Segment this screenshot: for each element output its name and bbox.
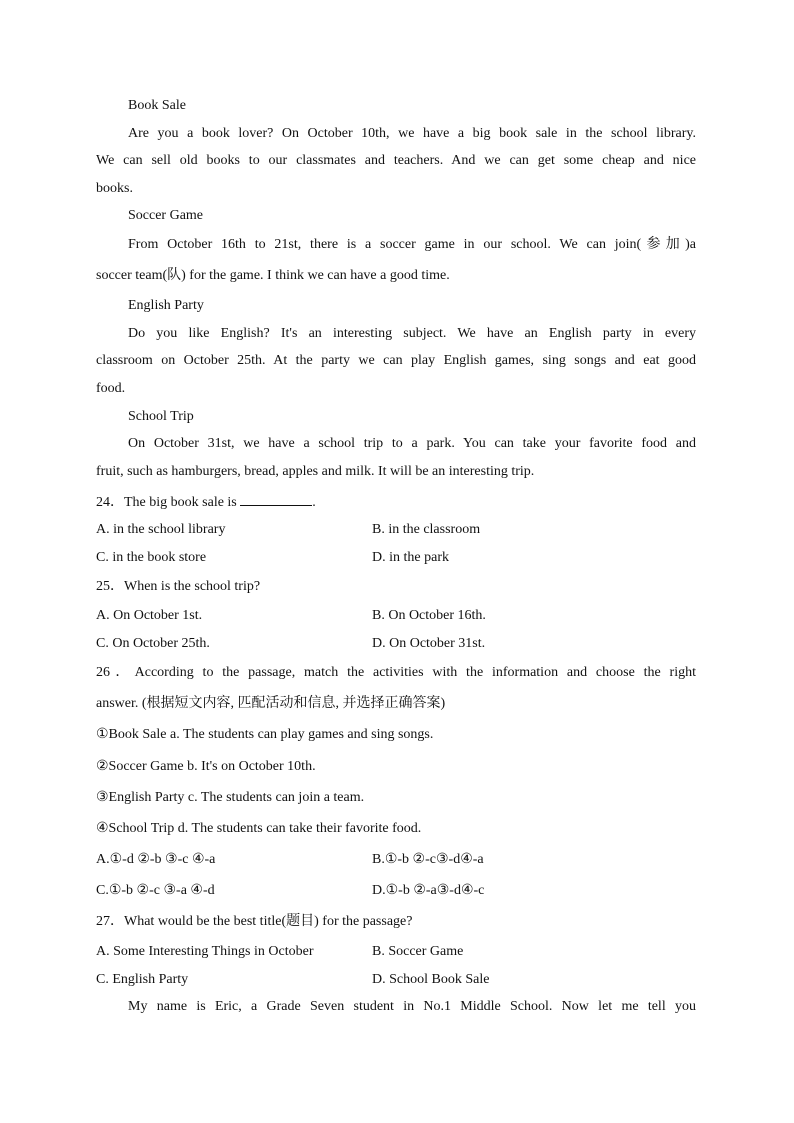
question-25: 25．When is the school trip? [96, 579, 261, 594]
paragraph-line: From October 16th to 21st, there is a soccer game in our school. We can join(参加)a [128, 237, 696, 252]
question-26-cont: answer. (根据短文内容, 匹配活动和信息, 并选择正确答案) [96, 696, 446, 711]
match-item: ④School Trip d. The students can take their favorite food. [96, 821, 422, 836]
paragraph-line: fruit, such as hamburgers, bread, apples and milk. It will be an interesting trip. [96, 464, 535, 479]
option-d: D. On October 31st. [372, 636, 486, 651]
option-b: B. Soccer Game [372, 944, 464, 959]
paragraph-line: Are you a book lover? On October 10th, we have a big book sale in the school library. [128, 126, 696, 141]
option-b: B. in the classroom [372, 522, 481, 537]
option-c: C. English Party [96, 972, 189, 987]
paragraph-line: We can sell old books to our classmates and teachers. And we can get some cheap and nice [96, 153, 696, 168]
paragraph-line: classroom on October 25th. At the party we can play English games, sing songs and eat good [96, 353, 696, 368]
paragraph-line: books. [96, 181, 133, 196]
option-d: D. School Book Sale [372, 972, 490, 987]
match-item: ①Book Sale a. The students can play games and sing songs. [96, 727, 434, 742]
section-heading-soccer-game: Soccer Game [128, 208, 204, 223]
paragraph-line: On October 31st, we have a school trip to a park. You can take your favorite food and [128, 436, 696, 451]
option-c: C.①-b ②-c ③-a ④-d [96, 883, 215, 898]
option-b: B.①-b ②-c③-d④-a [372, 852, 484, 867]
paragraph-line: food. [96, 381, 126, 396]
answer-blank [240, 492, 312, 506]
section-heading-book-sale: Book Sale [128, 98, 186, 113]
question-24 [96, 492, 316, 512]
option-d: D.①-b ②-a③-d④-c [372, 883, 485, 898]
question-26: 26．According to the passage, match the activities with the information and choose the right [96, 665, 696, 680]
option-d: D. in the park [372, 550, 449, 565]
option-a: A.①-d ②-b ③-c ④-a [96, 852, 216, 867]
section-heading-english-party: English Party [128, 298, 204, 313]
option-c: C. in the book store [96, 550, 207, 565]
match-item: ③English Party c. The students can join a team. [96, 790, 365, 805]
option-c: C. On October 25th. [96, 636, 210, 651]
paragraph-line: soccer team(队) for the game. I think we can have a good time. [96, 268, 450, 283]
option-b: B. On October 16th. [372, 608, 486, 623]
section-heading-school-trip: School Trip [128, 409, 194, 424]
question-text: 24．The big book sale is [96, 495, 241, 510]
next-passage-line: My name is Eric, a Grade Seven student in No.1 Middle School. Now let me tell you [128, 999, 696, 1014]
match-item: ②Soccer Game b. It's on October 10th. [96, 759, 316, 774]
option-a: A. Some Interesting Things in October [96, 944, 314, 959]
option-a: A. On October 1st. [96, 608, 203, 623]
paragraph-line: Do you like English? It's an interesting subject. We have an English party in every [128, 326, 696, 341]
question-text-end: . [312, 495, 316, 510]
question-27: 27．What would be the best title(题目) for the passage? [96, 914, 413, 929]
option-a: A. in the school library [96, 522, 226, 537]
